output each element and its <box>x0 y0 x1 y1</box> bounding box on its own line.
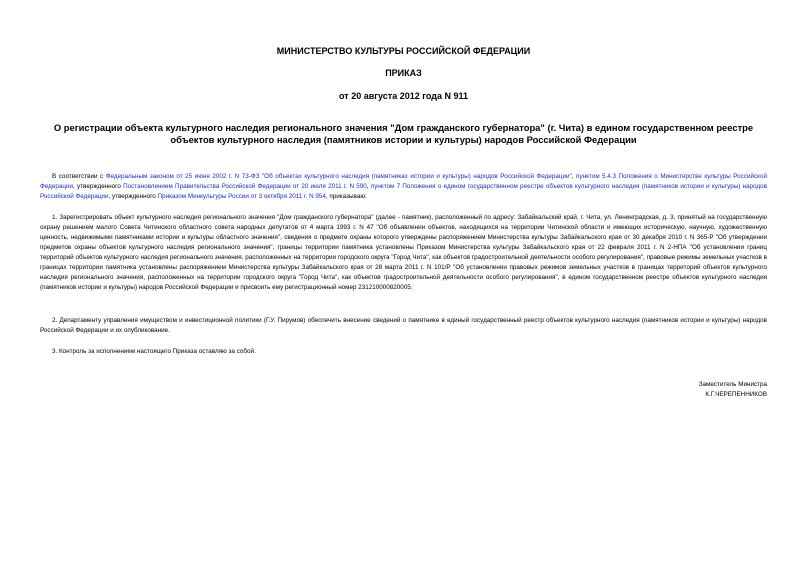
signer-position: Заместитель Министра <box>698 381 767 388</box>
document-title: О регистрации объекта культурного наследия регионального значения "Дом гражданского губернатора" (г. Чита) в едином государственном реестре объектов культурного наследия (памятников истории и культуры) народов Российской Федерации <box>53 122 754 145</box>
minculture-order-link[interactable]: Приказом Минкультуры России от 3 октября 2011 г. N 954 <box>157 193 326 200</box>
preamble-text-2: , <box>571 173 577 180</box>
registry-regulation-link[interactable]: пунктом 7 Положения о едином государственном реестре объектов культурного наследия (памятников истории и культуры) народов Российской Федерации <box>40 183 768 200</box>
order-item-2: 2. Департаменту управления имуществом и инвестиционной политики (Г.У. Пирумов) обеспечить внесение сведений о памятнике в единый государственный реестр объектов культурного наследия (памятников истории и культуры) народов Российской Федерации и их опубликование. <box>40 317 767 334</box>
federal-law-link[interactable]: Федеральным законом от 25 июня 2002 г. N 73-ФЗ "Об объектах культурного наследия (памятниках истории и культуры) народов Российской Федерации" <box>105 173 572 180</box>
preamble-text-4: , <box>366 183 371 190</box>
order-item-3: 3. Контроль за исполнением настоящего Приказа оставляю за собой. <box>52 348 256 355</box>
document-date-number: от 20 августа 2012 года N 911 <box>339 91 468 101</box>
government-resolution-link[interactable]: Постановлением Правительства Российской Федерации от 20 июля 2011 г. N 590 <box>123 183 367 190</box>
preamble-paragraph <box>40 172 767 202</box>
document-type: ПРИКАЗ <box>385 68 422 78</box>
preamble-text-3: , утвержденного <box>72 183 124 190</box>
preamble-text-5: , утвержденного <box>108 193 158 200</box>
order-item-1: 1. Зарегистрировать объект культурного наследия регионального значения "Дом гражданского губернатора" (далее - памятник), расположенный по адресу: Забайкальский край, г. Чита, ул. Ленинградская, д. 3, принятый на государственную охрану решением малого Совета Читинского областного совета народных депутатов от 4 марта 1993 г. N 47 "Об объявлении объектов, находящихся на территории Читинской области и имеющих историческую, научную, художественную ценность, недвижимыми памятниками истории и культуры областного значения", сведения о предмете охраны которого утверждены распоряжением Министерства культуры Забайкальского края от 30 декабря 2010 г. N 365-Р "Об утверждении предметов охраны объектов культурного наследия регионального значения", границы территории памятника установлены Приказом Министерства культуры Забайкальского края от 22 февраля 2011 г. N 2-НПА "Об установлении границ территорий объектов культурного наследия регионального значения, расположенных на территории городского округа "Город Чита", как объектов градостроительной деятельности особого регулирования", правовые режимы земельных участков в границах территории памятника установлены распоряжением Министерства культуры Забайкальского края от 28 марта 2011 г. N 101/Р "Об установлении правовых режимов земельных участков в границах территорий объектов культурного наследия регионального значения, расположенных на территории городского округа "Город Чита", как объектов градостроительной деятельности особого регулирования", в едином государственном реестре объектов культурного наследия (памятников истории и культуры) народов Российской Федерации и присвоить ему регистрационный номер 231210000820005. <box>40 214 767 291</box>
ministry-header: МИНИСТЕРСТВО КУЛЬТУРЫ РОССИЙСКОЙ ФЕДЕРАЦИИ <box>276 46 531 56</box>
preamble-text-6: , приказываю: <box>325 193 367 200</box>
signer-name: К.Г.ЧЕРЕПЕННИКОВ <box>705 391 767 398</box>
ministry-regulation-link[interactable]: пунктом 5.4.3 Положения о Министерстве культуры Российской Федерации <box>40 173 768 190</box>
signature-block <box>699 380 767 400</box>
preamble-text-1: В соответствии с <box>52 173 106 180</box>
